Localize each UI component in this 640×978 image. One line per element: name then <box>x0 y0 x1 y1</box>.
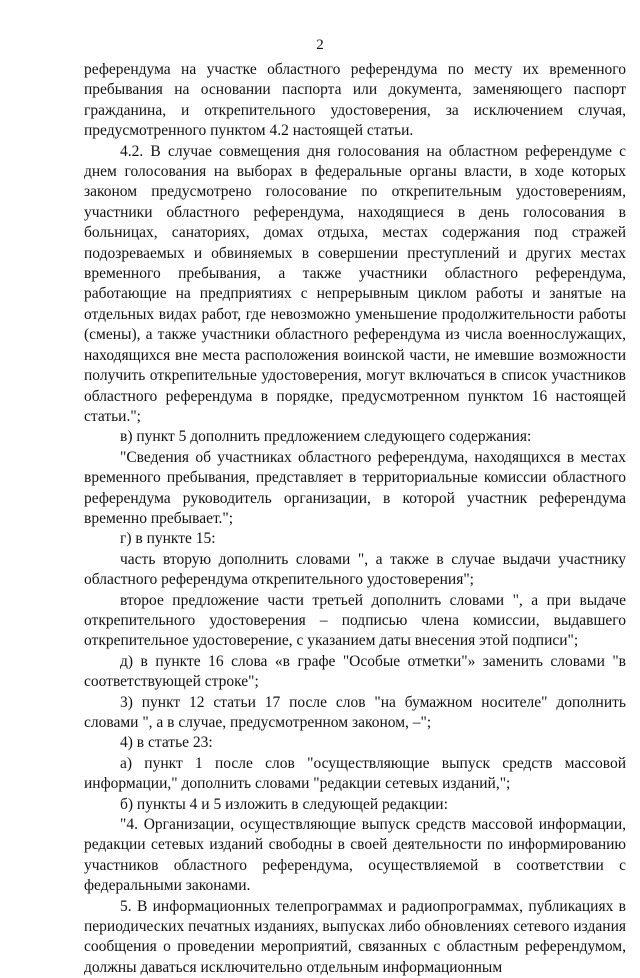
paragraph: б) пункты 4 и 5 изложить в следующей редакции: <box>120 795 448 813</box>
paragraph: 3) пункт 12 статьи 17 после слов "на бумажном носителе" дополнить словами ", а в случае, предусмотренном законом, –"; <box>84 693 626 731</box>
paragraph: "Сведения об участниках областного референдума, находящихся в местах временного пребывания, представляет в территориальные комиссии областного референдума руководитель организации, в которой участник референдума временно пребывает."; <box>84 448 626 527</box>
paragraph: 5. В информационных телепрограммах и радиопрограммах, публикациях в периодических печатных изданиях, выпусках либо обновлениях сетевого издания сообщения о проведении мероприятий, связанных с областным референдумом, должны даваться исключительно отдельным информационным <box>84 897 626 976</box>
page-number: 2 <box>316 37 324 53</box>
paragraph: а) пункт 1 после слов "осуществляющие выпуск средств массовой информации," дополнить словами "редакции сетевых изданий,"; <box>84 754 626 793</box>
paragraph: д) в пункте 16 слова «в графе "Особые отметки"» заменить словами "в соответствующей строке"; <box>84 652 626 691</box>
paragraph: второе предложение части третьей дополнить словами ", а при выдаче открепительного удостоверения – подписью члена комиссии, выдавшего открепительное удостоверение, с указанием даты внесения этой подписи"; <box>84 591 626 650</box>
paragraph: в) пункт 5 дополнить предложением следующего содержания: <box>120 428 532 446</box>
paragraph: "4. Организации, осуществляющие выпуск средств массовой информации, редакции сетевых изданий свободны в своей деятельности по информированию участников областного референдума, осуществляемой в соответствии с федеральными законами. <box>84 816 626 895</box>
paragraph: г) в пункте 15: <box>120 530 216 548</box>
paragraph: 4) в статье 23: <box>120 734 213 752</box>
paragraph: часть вторую дополнить словами ", а также в случае выдачи участнику областного референдума открепительного удостоверения"; <box>84 550 626 589</box>
paragraph: референдума на участке областного референдума по месту их временного пребывания на основании паспорта или документа, заменяющего паспорт гражданина, и открепительного удостоверения, за исключением случая, предусмотренного пунктом 4.2 настоящей статьи. <box>84 61 626 140</box>
paragraph: 4.2. В случае совмещения дня голосования на областном референдуме с днем голосования на выборах в федеральные органы власти, в ходе которых законом предусмотрено голосование по открепительным удостоверениям, участники областного референдума, находящиеся в день голосования в больницах, санаториях, домах отдыха, местах содержания под стражей подозреваемых и обвиняемых в совершении преступлений и других местах временного пребывания, а также участники областного референдума, работающие на предприятиях с непрерывным циклом работы и занятые на отдельных видах работ, где невозможно уменьшение продолжительности работы (смены), а также участники областного референдума из числа военнослужащих, находящихся вне места расположения воинской части, не имевшие возможности получить открепительные удостоверения, могут включаться в список участников областного референдума в порядке, предусмотренном пунктом 16 настоящей статьи."; <box>84 142 626 425</box>
document-body <box>84 60 626 978</box>
